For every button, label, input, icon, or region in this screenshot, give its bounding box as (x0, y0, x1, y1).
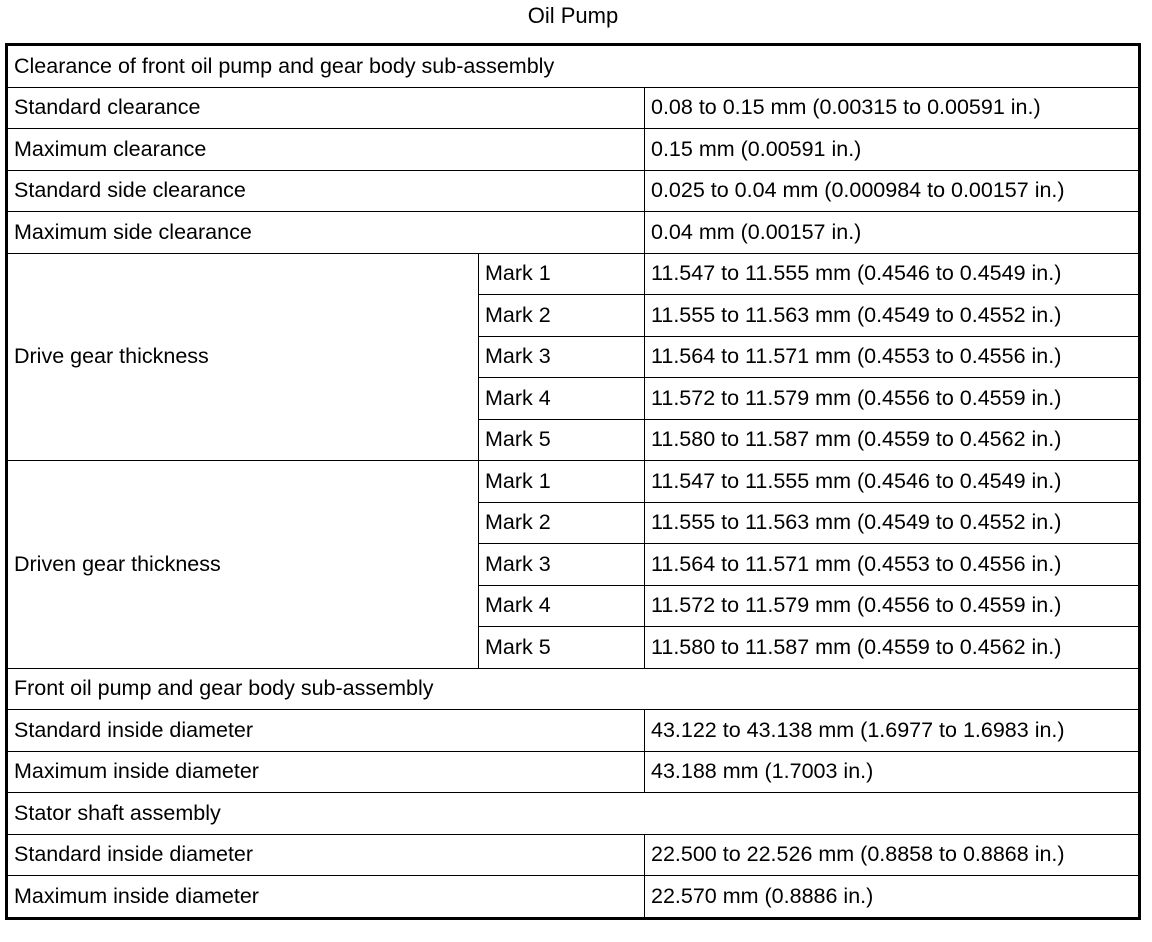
mark-label: Mark 2 (479, 502, 645, 544)
section-header-row (7, 668, 1140, 710)
mark-value: 11.572 to 11.579 mm (0.4556 to 0.4559 in.) (645, 378, 1140, 420)
mark-value: 11.572 to 11.579 mm (0.4556 to 0.4559 in.) (645, 585, 1140, 627)
row-label: Standard clearance (7, 87, 645, 129)
mark-value: 11.580 to 11.587 mm (0.4559 to 0.4562 in.) (645, 419, 1140, 461)
row-label: Standard side clearance (7, 170, 645, 212)
mark-label: Mark 4 (479, 585, 645, 627)
section-header: Clearance of front oil pump and gear body sub-assembly (7, 45, 1140, 88)
section-header-row (7, 793, 1140, 835)
section-header: Front oil pump and gear body sub-assembly (7, 668, 1140, 710)
spec-table (5, 43, 1141, 920)
row-label: Maximum side clearance (7, 212, 645, 254)
table-row (7, 87, 1140, 129)
mark-value: 11.555 to 11.563 mm (0.4549 to 0.4552 in.) (645, 502, 1140, 544)
row-label: Standard inside diameter (7, 710, 645, 752)
table-row (7, 461, 1140, 503)
row-value: 0.08 to 0.15 mm (0.00315 to 0.00591 in.) (645, 87, 1140, 129)
section-header: Stator shaft assembly (7, 793, 1140, 835)
mark-value: 11.580 to 11.587 mm (0.4559 to 0.4562 in.) (645, 627, 1140, 669)
mark-label: Mark 2 (479, 295, 645, 337)
table-row (7, 253, 1140, 295)
mark-label: Mark 1 (479, 253, 645, 295)
mark-value: 11.555 to 11.563 mm (0.4549 to 0.4552 in.) (645, 295, 1140, 337)
row-label: Standard inside diameter (7, 834, 645, 876)
table-row (7, 876, 1140, 919)
row-value: 22.500 to 22.526 mm (0.8858 to 0.8868 in.) (645, 834, 1140, 876)
row-value: 0.025 to 0.04 mm (0.000984 to 0.00157 in.) (645, 170, 1140, 212)
mark-value: 11.564 to 11.571 mm (0.4553 to 0.4556 in.) (645, 336, 1140, 378)
drive-gear-label: Drive gear thickness (7, 253, 479, 461)
table-row (7, 212, 1140, 254)
mark-label: Mark 5 (479, 419, 645, 461)
table-row (7, 834, 1140, 876)
table-row (7, 129, 1140, 171)
row-label: Maximum clearance (7, 129, 645, 171)
section-header-row (7, 45, 1140, 88)
mark-label: Mark 1 (479, 461, 645, 503)
row-value: 22.570 mm (0.8886 in.) (645, 876, 1140, 919)
mark-label: Mark 5 (479, 627, 645, 669)
table-row (7, 751, 1140, 793)
row-value: 0.15 mm (0.00591 in.) (645, 129, 1140, 171)
row-value: 0.04 mm (0.00157 in.) (645, 212, 1140, 254)
mark-label: Mark 3 (479, 544, 645, 586)
mark-value: 11.547 to 11.555 mm (0.4546 to 0.4549 in.) (645, 253, 1140, 295)
table-row (7, 170, 1140, 212)
row-value: 43.122 to 43.138 mm (1.6977 to 1.6983 in.) (645, 710, 1140, 752)
driven-gear-label: Driven gear thickness (7, 461, 479, 669)
table-row (7, 710, 1140, 752)
mark-label: Mark 3 (479, 336, 645, 378)
mark-value: 11.564 to 11.571 mm (0.4553 to 0.4556 in.) (645, 544, 1140, 586)
row-value: 43.188 mm (1.7003 in.) (645, 751, 1140, 793)
row-label: Maximum inside diameter (7, 876, 645, 919)
mark-value: 11.547 to 11.555 mm (0.4546 to 0.4549 in.) (645, 461, 1140, 503)
mark-label: Mark 4 (479, 378, 645, 420)
page-title: Oil Pump (527, 3, 619, 28)
row-label: Maximum inside diameter (7, 751, 645, 793)
